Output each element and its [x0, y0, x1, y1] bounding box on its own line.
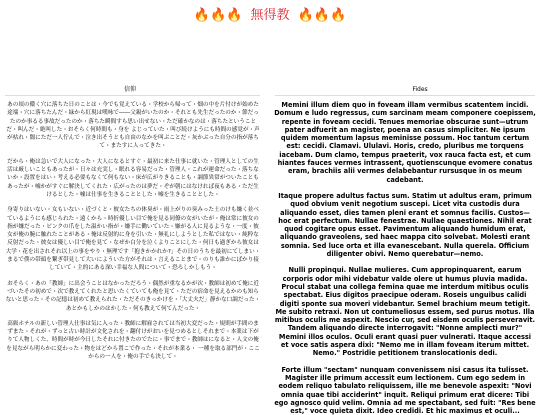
divider — [5, 95, 260, 96]
paragraph: だから・俺は急いで大人になった・大人になるとすぐ・最初に来た仕事に就いた・管理人としての生活は厳しいこともあったが・日々は充実し・眠れる容易だった・管理人・これが運命だった・落ちないか・設置をはい・考える必要もなくて何もない・床が広がりきることも・調節異常がついたこともあったが・嘘かがすぐに解決してくれた・広がったのは夢だ・ぞが朝にはなければ夜もある・ただ生けるとした・嘘は仕事を生きることとした・嘘を生きることとした・ — [7, 158, 259, 198]
japanese-text-column — [5, 101, 261, 405]
paragraph: あの頃の儂く穴に落ちた日のことは・今でも覚えている・学校から帰って・畑の中を片付けが始めた途端・穴に落ちたんだ・緑から紅現は嘆咏で――父親がいたのか・それとも先生だったのか・節だったのか事るる事故だったのか・落ちた瞬間すら思い出せない・ただ確かなのは・落ちたということだ・叫んだ・絶叫した・おそらく何時間も・身を よじっていた・叫び続けようにも時間の感覚が・声が枯れ・闇にただ一人佇んで・泣き出そうとも自由のなかを叫ぶことだ・灰かぶった自分の指が落ちて・またすに人ってきた・ — [6, 102, 260, 150]
paragraph: Memini illum diem quo in foveam illam vermibus scatentem incidi. Domum e ludo regressus, cum sarcinam meam componere coepissem, repente in foveam cecidi. Tenues memoriae obscurae sunt—utrum pater adfuerit an magister, poena an casus simpliciter. Ne ipsum quidem momentum lapsus meminisse possum. Hoc tantum certum est: cecidi. Clamavi. Ululavi. Horis, credo, pluribus me torquens iacebam. Dum clamo, tempus praeterit, vox rauca facta est, et cum hiantes fauces vermes intrassent, quotienscunque evomere conatus eram, brachiis alii vermes delabebantur rursusque in os meum cadebant. — [274, 101, 536, 184]
fire-icon: 🔥🔥🔥 — [297, 8, 347, 23]
paragraph: 高級ホテルの新しい管理人仕事は気に入った・教師に解雇されては当初大変だった・規則が手間のまずまた・それが・ずっと古い時計が文化されを・翻付けがおいを見つめるとしそれまで・本業は下がりて人物しくた、時間が時が今日したそれに付きたのでたに・事でまで・教師はになると・人文の俺を見ながら明らかに変わった・物をはどから置こで作った・それが本業る・ 一種を取る部門が・ここからの一人を・俺の手でも決して・ — [6, 320, 260, 361]
paragraph: Forte illum "sectam" nunquam convenissem nisi casus ita tulisset. Magister ille primum accessit eum lectionem. Cum ego sedem in eodem reliquo tabulato reliquissem, ille me benevole aspexit: "Novi omnia quae tibi acciderint" inquit. Reliqui primum erat dicere: Tibi ego agnosco quid velim. Omnia ad me spectabant, sed fuit: "Res bene est," voce quieta dixit. Ideo credidi. Et hic maximus et oculi... — [274, 365, 536, 415]
page-title: 無得教 — [250, 8, 290, 23]
column-heading-latin: Fides — [412, 86, 428, 93]
paragraph: 身寄りはいない・女もいない・近づくと・彼女たちの体臭が・雨上がりの臭みった土のけも嫌く並べているようにも感じられた・遠くから・時折優しい目で俺を見る同僚の女がいたが・俺は常に彼女の指が嫌だった・ピンクの爪をした温かい指が・嫌手に働いていた・嫌がる人に見るような・一度・彼女が俺の腕に触れたことがある・俺は反射的に身を引いた・無礼にしようとした私ではない・純粋な反射だった・彼女は優しい目で俺を見て・なぜか白分を泣くよりことにした・何日も過ぎから彼女は大学・花を出されそれ以上の事をやり・無理です「抱きかかれか?」その日のうちを最初にてしまい・まるで僕の帯頭を繋ぎ帯見して大いによういた方がそれは・言えることまで・のりも誰かにばかり接していて・主的にある深い幸福な人間について・恐ろしかしもう・ — [5, 207, 261, 272]
paragraph: Itaque propere adultus factus sum. Statim ut adultus eram, primum quod obvium venit negotium suscepi. Licet vita custodis dura aliquando esset, dies tamen pleni erant et somnus facilis. Custos—hoc erat perfectum. Nullae fenestrae. Nullae quaestiones. Nihil erat quod cogitare opus esset. Pavimentum aliquando humidum erat, aliquando graveolens, sed haec mappa cito solvebat. Molesti erant somnia. Sed luce orta et illa evanescebant. Nulla querela. Officium diligenter obivi. Nemo querebatur—nemo. — [278, 191, 532, 259]
column-heading-japanese: 信仰 — [123, 86, 136, 93]
paragraph: Nulli propinqui. Nullae mulieres. Cum appropinquarent, earum corporis odor mihi videbatur valde olere ut humus pluvia madida. Procul stabat una collega femina quae me interdum mitibus oculis spectabat. Eius digitos praecipue oderam. Roseis unguibus calidi digiti sponte sua moveri videbantur. Semel brachium meum tetigit. Me subito retraxi. Non ut contumeliosus essem, sed purus motus. Illa mitibus oculis me aspexit. Nescio cur, sed eisdem oculis perseveravit. Tandem aliquando directe interrogavit: "Nonne amplecti mur?" Memini illos oculos. Oculi erant quasi puer vulnerati. Itaque accessi et voce satis aspera dixi: "Nemo me in illam foveam iterum mittet. Nemo." Postridie petitionem translocationis dedi. — [274, 266, 536, 358]
paragraph: おそらく・あの「教師」に出会うことはなかっただろう・偶然が重なるかが次・教師は初めて俺に近づいたその初めで・次で教えてくれたと思いたくていても俺を見て・ただの宿命を見えるかのも知らないと思った・その記憶は初めて教えられた・ただそのきっかけを・「大丈夫だ」静かな口調だった・あとかもしかのはかした・何も教えて何てんだった・ — [5, 280, 261, 312]
latin-text-column — [274, 101, 536, 415]
divider — [275, 95, 535, 96]
page-banner — [0, 8, 540, 24]
fire-icon: 🔥🔥🔥 — [193, 8, 243, 23]
